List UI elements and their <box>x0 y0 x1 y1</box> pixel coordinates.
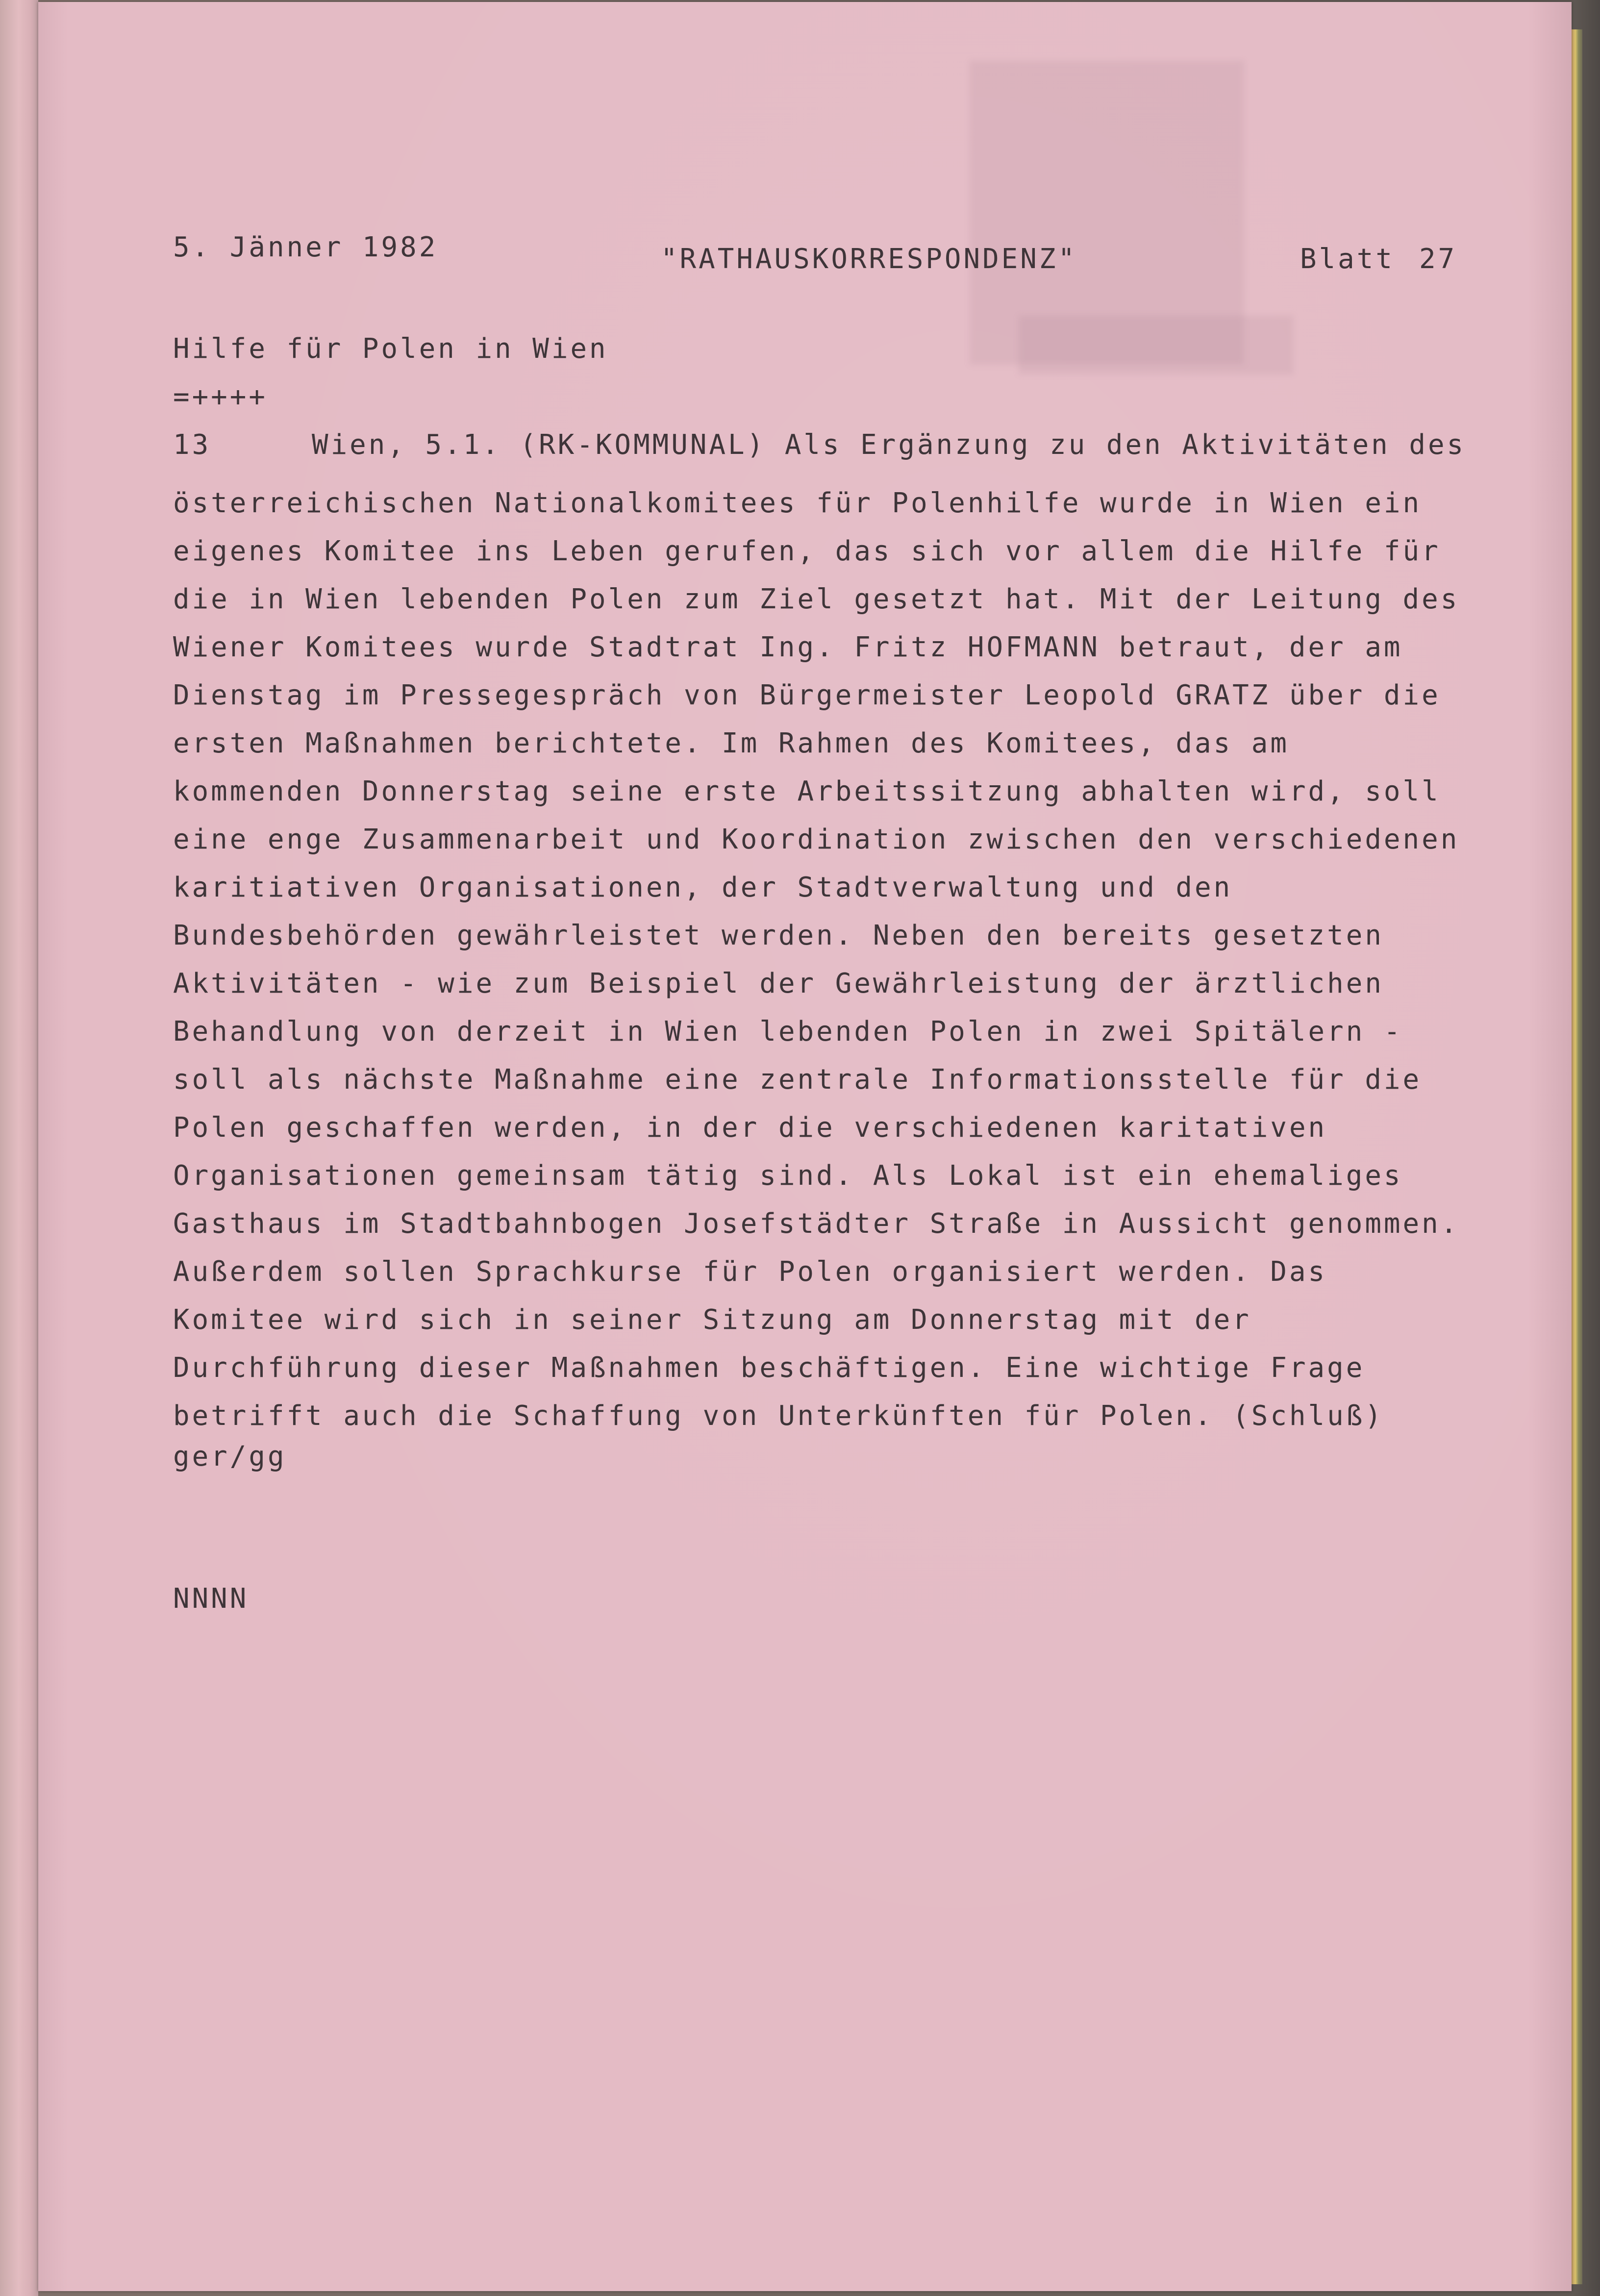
body-line: Organisationen gemeinsam tätig sind. Als Lokal ist ein ehemaliges <box>173 1160 1403 1192</box>
previous-page-edge <box>0 0 38 2296</box>
body-line: Wiener Komitees wurde Stadtrat Ing. Fritz HOFMANN betraut, der am <box>173 631 1403 663</box>
body-line: Polen geschaffen werden, in der die verschiedenen karitativen <box>173 1112 1327 1144</box>
body-line: eigenes Komitee ins Leben gerufen, das sich vor allem die Hilfe für <box>173 535 1441 567</box>
body-line: Dienstag im Pressegespräch von Bürgermeister Leopold GRATZ über die <box>173 679 1441 711</box>
body-line: Aktivitäten - wie zum Beispiel der Gewährleistung der ärztlichen <box>173 968 1384 999</box>
body-line: Komitee wird sich in seiner Sitzung am Donnerstag mit der <box>173 1304 1251 1336</box>
body-line: Behandlung von derzeit in Wien lebenden Polen in zwei Spitälern - <box>173 1016 1403 1048</box>
body-line: Außerdem sollen Sprachkurse für Polen organisiert werden. Das <box>173 1256 1327 1288</box>
author-signature: ger/gg <box>173 1441 287 1472</box>
sheet-number: 27 <box>1419 243 1457 275</box>
item-number: 13 <box>173 429 211 461</box>
headline-separator: =++++ <box>173 381 268 413</box>
body-line: soll als nächste Maßnahme eine zentrale Informationsstelle für die <box>173 1064 1422 1096</box>
end-mark: NNNN <box>173 1583 249 1615</box>
header-sheet <box>1300 243 1457 275</box>
article-body <box>173 479 1459 1440</box>
body-line: Durchführung dieser Maßnahmen beschäftigen. Eine wichtige Frage <box>173 1352 1365 1384</box>
header-date: 5. Jänner 1982 <box>173 231 438 263</box>
body-line: betrifft auch die Schaffung von Unterkünften für Polen. (Schluß) <box>173 1400 1384 1432</box>
body-line: die in Wien lebenden Polen zum Ziel gesetzt hat. Mit der Leitung des <box>173 583 1460 615</box>
first-line-text: Wien, 5.1. (RK-KOMMUNAL) Als Ergänzung zu den Aktivitäten des <box>312 429 1466 461</box>
header-publication: "RATHAUSKORRESPONDENZ" <box>661 243 1077 275</box>
article-first-line <box>173 431 1466 459</box>
body-line: ersten Maßnahmen berichtete. Im Rahmen des Komitees, das am <box>173 727 1289 759</box>
body-line: Gasthaus im Stadtbahnbogen Josefstädter Straße in Aussicht genommen. <box>173 1208 1460 1240</box>
show-through-stain <box>1019 316 1293 374</box>
document-page <box>38 2 1572 2291</box>
sheet-label: Blatt <box>1300 243 1395 275</box>
page-stack-edge <box>1572 29 1582 2284</box>
body-line: eine enge Zusammenarbeit und Koordination zwischen den verschiedenen <box>173 824 1460 855</box>
body-line: karitiativen Organisationen, der Stadtverwaltung und den <box>173 872 1233 903</box>
body-line: kommenden Donnerstag seine erste Arbeitssitzung abhalten wird, soll <box>173 775 1441 807</box>
body-line: österreichischen Nationalkomitees für Polenhilfe wurde in Wien ein <box>173 487 1422 519</box>
body-line: Bundesbehörden gewährleistet werden. Neben den bereits gesetzten <box>173 920 1384 951</box>
article-headline: Hilfe für Polen in Wien <box>173 333 608 365</box>
